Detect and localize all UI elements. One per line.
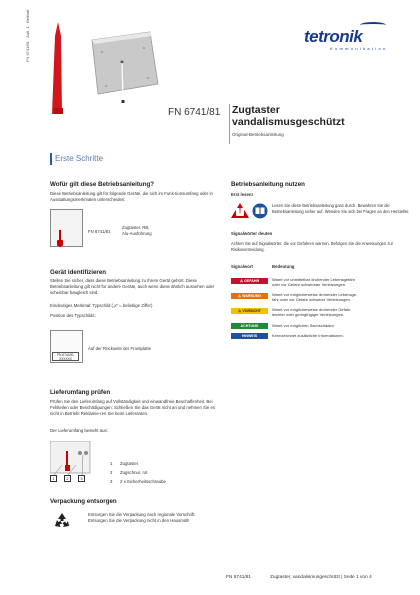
pull-handle-mark: [57, 240, 63, 246]
typschild-label-1: FN 6741/81: [57, 353, 74, 357]
text-signalwoerter: Achten Sie auf Signalwörter, die vor Gefahren warnen. Befolgen Sie die Anweisungen zur Risikovermeidung.: [231, 241, 394, 252]
recycle-icon: [52, 511, 72, 531]
heading-lieferumfang: Lieferumfang prüfen: [50, 389, 111, 396]
callout-3: 3: [78, 475, 85, 482]
part-3-num: 3: [110, 479, 113, 484]
read-manual-icon: [251, 203, 269, 219]
signal-achtung: ACHTUNG: [231, 323, 268, 329]
text-geraet: Stellen Sie sicher, dass diese Betriebsanleitung zu Ihrem Gerät gehört. Diese Betriebsanleitung gilt nicht für andere Geräte, auch wenn diese ähnlich aussehen oder scheinbar baugleich sind.: [50, 278, 215, 296]
side-edition-text: FN 6741/81 · Aufl. 1 · Beiblatt: [25, 9, 30, 62]
text-wofuer: Diese Betriebsanleitung gilt für folgende Geräte, die sich im Funk-tionsumfang oder in Ausstattungsmerkmalen unterscheiden:: [50, 191, 213, 203]
typschild-caption: Auf der Rückseite der Frontplatte: [88, 346, 152, 351]
heading-geraet: Gerät identifizieren: [50, 269, 107, 276]
section-title: Erste Schritte: [55, 154, 104, 163]
part-2-label: Zugschnur, rot: [120, 470, 148, 475]
fn-number: FN 6741/81: [168, 107, 221, 118]
part-3-label: 2 x Sicherheitsschraube: [120, 479, 166, 484]
parts-image: [50, 441, 102, 485]
signal-gefahr-line-1: Warnt vor unmittelbar drohender Lebensgefahr: [272, 277, 356, 282]
device-description: [122, 225, 152, 237]
callout-2: 2: [64, 475, 71, 482]
brand-logo: tetronik: [304, 27, 363, 46]
signal-warnung-line-1: Warnt vor möglicherweise drohender Lebensge-: [272, 292, 358, 297]
device-desc-line-2: Alu-Ausführung: [122, 231, 152, 236]
device-fn: FN 6741/81: [88, 229, 111, 234]
signal-vorsicht-line-1: Warnt vor möglicherweise drohender Gefahr: [272, 307, 351, 312]
text-lieferumfang-intro: Der Lieferumfang besteht aus:: [50, 428, 108, 433]
footer-page: Zugtaster, vandalismusgeschützt | Seite 1 von 4: [270, 575, 372, 580]
part-1-label: Zugtaster: [120, 461, 139, 466]
device-thumbnail: [50, 209, 83, 247]
signal-vorsicht-text: [272, 307, 351, 317]
heading-wofuer: Wofür gilt diese Betriebsanleitung?: [50, 181, 155, 188]
product-image: [52, 22, 172, 114]
title-divider: [229, 104, 230, 144]
part-2-num: 2: [110, 470, 113, 475]
page-title: [232, 104, 345, 128]
signal-vorsicht-line-2: leichter oder geringfügiger Verletzungen.: [272, 312, 345, 318]
signal-gefahr: ⚠ GEFAHR: [231, 278, 268, 284]
heading-signalwoerter: Signalwörter deuten: [231, 231, 273, 236]
signal-warnung: ⚠ WARNUNG: [231, 293, 268, 299]
heading-betrieb: Betriebsanleitung nutzen: [231, 181, 305, 188]
typschild-label: [52, 352, 79, 361]
heading-verpackung: Verpackung entsorgen: [50, 498, 117, 505]
device-desc-line-1: Zugtaster, RB,: [122, 225, 150, 230]
signal-warnung-text: [272, 292, 357, 302]
signal-gefahr-line-2: oder vor Gefahr schwerster Verletzungen.: [272, 282, 347, 288]
document-subtitle: Original-Betriebsanleitung: [232, 132, 284, 137]
brand-tagline: K o m m u n i k a t i o n: [330, 46, 386, 51]
col-bedeutung: Bedeutung: [272, 264, 295, 269]
text-lieferumfang: Prüfen Sie den Lieferumfang auf Vollständigkeit und einwandfreie Beschaffenheit. Bei Fehlteilen oder Beschädigungen: Schließen Sie das Gerät nicht an und nehmen Sie es nicht in Betrieb! Reklamie-ren Sie beim Lieferanten.: [50, 399, 216, 417]
col-signalwort: Signalwort: [231, 264, 253, 269]
logo-swoosh: [360, 22, 386, 28]
text-verpackung: Entsorgen Sie die Verpackung nach regionale Vorschrift. Entsorgen Sie die Verpackung nicht in den Hausmüll!: [88, 512, 196, 524]
title-line-2: vandalismusgeschützt: [232, 116, 345, 128]
part-1-num: 1: [110, 461, 113, 466]
signal-hinweis: HINWEIS: [231, 333, 268, 339]
title-line-1: Zugtaster: [232, 104, 280, 116]
text-material: Eindeutiges Merkmal: Typschild („x“ = beliebige Ziffer): [50, 303, 153, 308]
signal-warnung-line-2: fahr oder vor Gefahr schwerer Verletzungen.: [272, 297, 351, 303]
exclamation-icon: !: [236, 208, 244, 216]
heading-erst-lesen: Erst lesen!: [231, 192, 253, 197]
footer-fn: FN 6741/81: [226, 575, 252, 580]
text-typschild-pos: Position des Typschilds:: [50, 313, 96, 318]
typschild-label-2: XXXXXX: [59, 357, 72, 361]
section-marker: [50, 153, 52, 165]
signal-achtung-text: Warnt vor möglichen Sachschäden.: [272, 323, 335, 328]
signal-gefahr-text: [272, 277, 355, 287]
signal-hinweis-text: Kennzeichnet zusätzliche Informationen.: [272, 333, 344, 338]
signal-vorsicht: ⚠ VORSICHT: [231, 308, 268, 314]
text-erst-lesen: Lesen Sie diese Betriebsanleitung ganz durch. Bewahren Sie die Betriebsanleitung sicher auf. Wenden Sie sich bei Fragen an den Hersteller.: [272, 203, 410, 214]
callout-1: 1: [50, 475, 57, 482]
